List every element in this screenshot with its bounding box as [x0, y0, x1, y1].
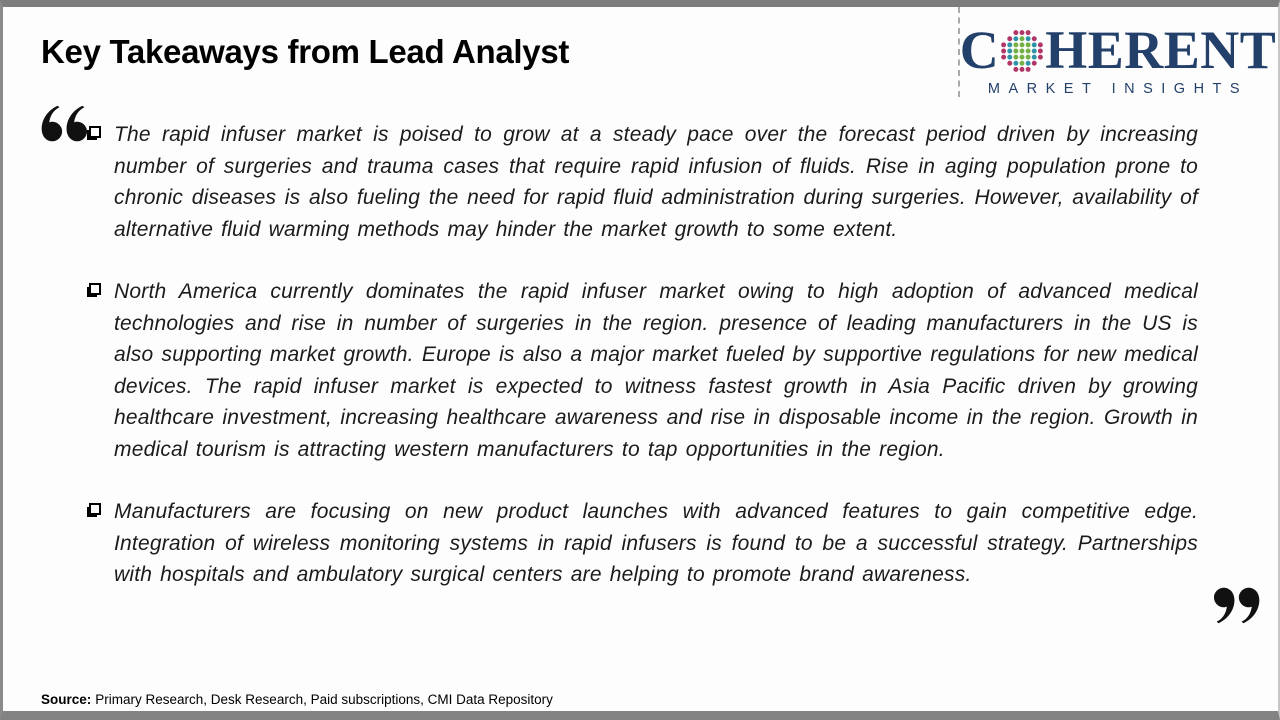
ballot-square-bullet-icon [89, 283, 101, 295]
brand-letters-herent: HERENT [1045, 20, 1277, 80]
page-title: Key Takeaways from Lead Analyst [41, 33, 570, 70]
takeaway-text: Manufacturers are focusing on new product launches with advanced features to gain competitive edge. Integration of wireless monitoring systems in rapid infusers is found to be a successful strategy. Partnerships with hospitals and ambulatory surgical centers are helping to promote brand awareness. [114, 500, 1198, 586]
brand-tagline: MARKET INSIGHTS [987, 81, 1249, 97]
source-label: Source: [41, 692, 92, 707]
ballot-square-bullet-icon [89, 503, 101, 515]
ballot-square-bullet-icon [89, 126, 101, 138]
key-takeaways-list [91, 119, 1198, 591]
source-line [41, 692, 553, 707]
takeaway-text: The rapid infuser market is poised to grow at a steady pace over the forecast period driven by increasing number of surgeries and trauma cases that require rapid infusion of fluids. Rise in aging population prone to chronic diseases is also fueling the need for rapid fluid administration during surgeries. However, availability of alternative fluid warming methods may hinder the market growth to some extent. [114, 123, 1198, 241]
globe-icon [1001, 30, 1043, 72]
list-item [91, 119, 1198, 245]
source-text: Primary Research, Desk Research, Paid subscriptions, CMI Data Repository [95, 692, 553, 707]
close-quote-icon [1214, 587, 1262, 624]
header [3, 7, 1278, 109]
takeaway-text: North America currently dominates the rapid infuser market owing to high adoption of advanced medical technologies and rise in number of surgeries in the region. presence of leading manufacturers in the US is also supporting market growth. Europe is also a major market fueled by supportive regulations for new medical devices. The rapid infuser market is expected to witness fastest growth in Asia Pacific driven by growing healthcare investment, increasing healthcare awareness and rise in disposable income in the region. Growth in medical tourism is attracting western manufacturers to tap opportunities in the region. [114, 280, 1198, 461]
brand-letter-c: C [959, 20, 1000, 80]
open-quote-icon [39, 105, 87, 142]
list-item [91, 276, 1198, 465]
list-item [91, 496, 1198, 591]
brand-wordmark [959, 20, 1277, 80]
brand-logo [960, 7, 1278, 97]
